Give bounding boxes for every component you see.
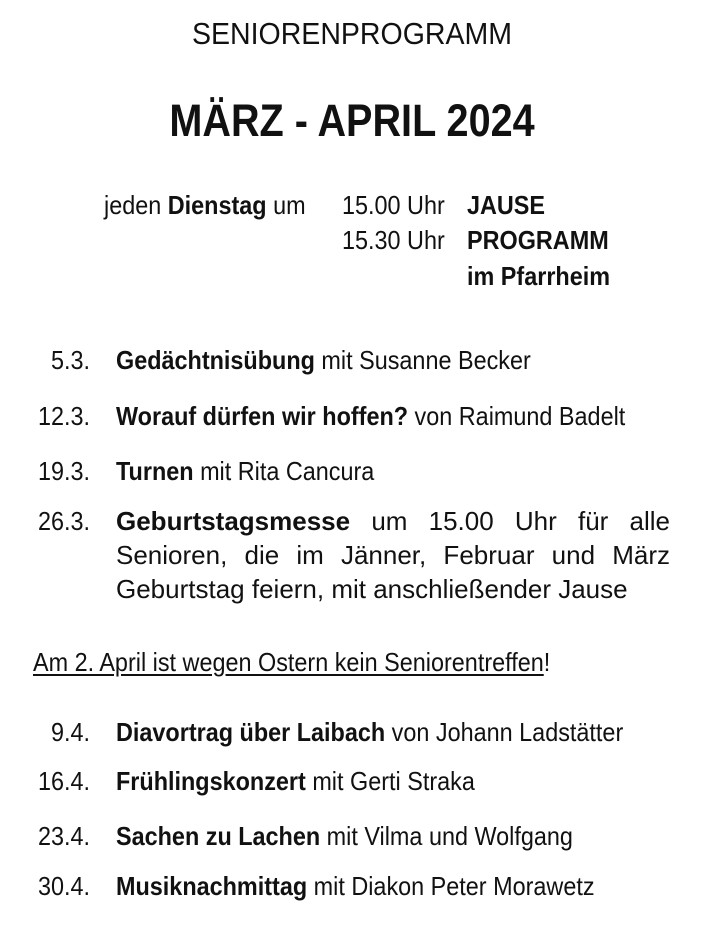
schedule-suffix: um bbox=[266, 190, 306, 220]
event-title: Musiknachmittag bbox=[116, 871, 308, 901]
schedule-label-2: PROGRAMM bbox=[467, 225, 609, 255]
event-line bbox=[116, 504, 670, 538]
event-date: 23.4. bbox=[37, 821, 90, 851]
event-title: Diavortrag über Laibach bbox=[116, 717, 386, 747]
event-date: 9.4. bbox=[50, 717, 90, 747]
event-date: 16.4. bbox=[37, 766, 90, 796]
event-date: 30.4. bbox=[37, 871, 90, 901]
program-header: SENIORENPROGRAMM bbox=[191, 16, 513, 51]
event-title: Turnen bbox=[116, 456, 194, 486]
notice bbox=[33, 647, 550, 678]
event-detail: mit Vilma und Wolfgang bbox=[320, 821, 573, 851]
event-date: 26.3. bbox=[37, 506, 90, 536]
schedule-prefix: jeden bbox=[104, 190, 168, 220]
schedule-label-3: im Pfarrheim bbox=[467, 261, 611, 291]
event-date: 12.3. bbox=[37, 401, 90, 431]
event-detail: mit Susanne Becker bbox=[314, 345, 531, 375]
event-date: 19.3. bbox=[37, 456, 90, 486]
notice-end: ! bbox=[543, 647, 551, 677]
schedule-time-2: 15.30 Uhr bbox=[342, 225, 445, 255]
page-title: MÄRZ - APRIL 2024 bbox=[169, 95, 535, 146]
event-text-multiline bbox=[116, 504, 670, 606]
event-title: Gedächtnisübung bbox=[116, 345, 315, 375]
schedule-day: Dienstag bbox=[167, 190, 267, 220]
event-text bbox=[116, 821, 573, 852]
event-text bbox=[116, 456, 374, 487]
event-detail: mit Rita Cancura bbox=[193, 456, 375, 486]
event-detail: mit Gerti Straka bbox=[305, 766, 475, 796]
event-detail: von Johann Ladstätter bbox=[385, 717, 624, 747]
event-detail: um 15.00 Uhr für alle bbox=[371, 506, 670, 536]
event-text bbox=[116, 717, 623, 748]
event-title: Sachen zu Lachen bbox=[116, 821, 321, 851]
event-title: Geburtstagsmesse bbox=[116, 506, 351, 536]
event-detail: von Raimund Badelt bbox=[408, 401, 626, 431]
notice-text: Am 2. April ist wegen Ostern kein Seniorentreffen bbox=[33, 647, 544, 677]
event-date: 5.3. bbox=[50, 345, 90, 375]
event-text bbox=[116, 401, 625, 432]
schedule-intro bbox=[104, 190, 306, 221]
event-text bbox=[116, 766, 475, 797]
event-detail: mit Diakon Peter Morawetz bbox=[307, 871, 595, 901]
event-title: Frühlingskonzert bbox=[116, 766, 306, 796]
event-line: Geburtstag feiern, mit anschließender Jause bbox=[116, 574, 628, 604]
event-text bbox=[116, 345, 531, 376]
event-line: Senioren, die im Jänner, Februar und März bbox=[116, 540, 670, 570]
schedule-label-1: JAUSE bbox=[467, 190, 546, 220]
event-title: Worauf dürfen wir hoffen? bbox=[116, 401, 409, 431]
event-text bbox=[116, 871, 595, 902]
schedule-time-1: 15.00 Uhr bbox=[342, 190, 445, 220]
